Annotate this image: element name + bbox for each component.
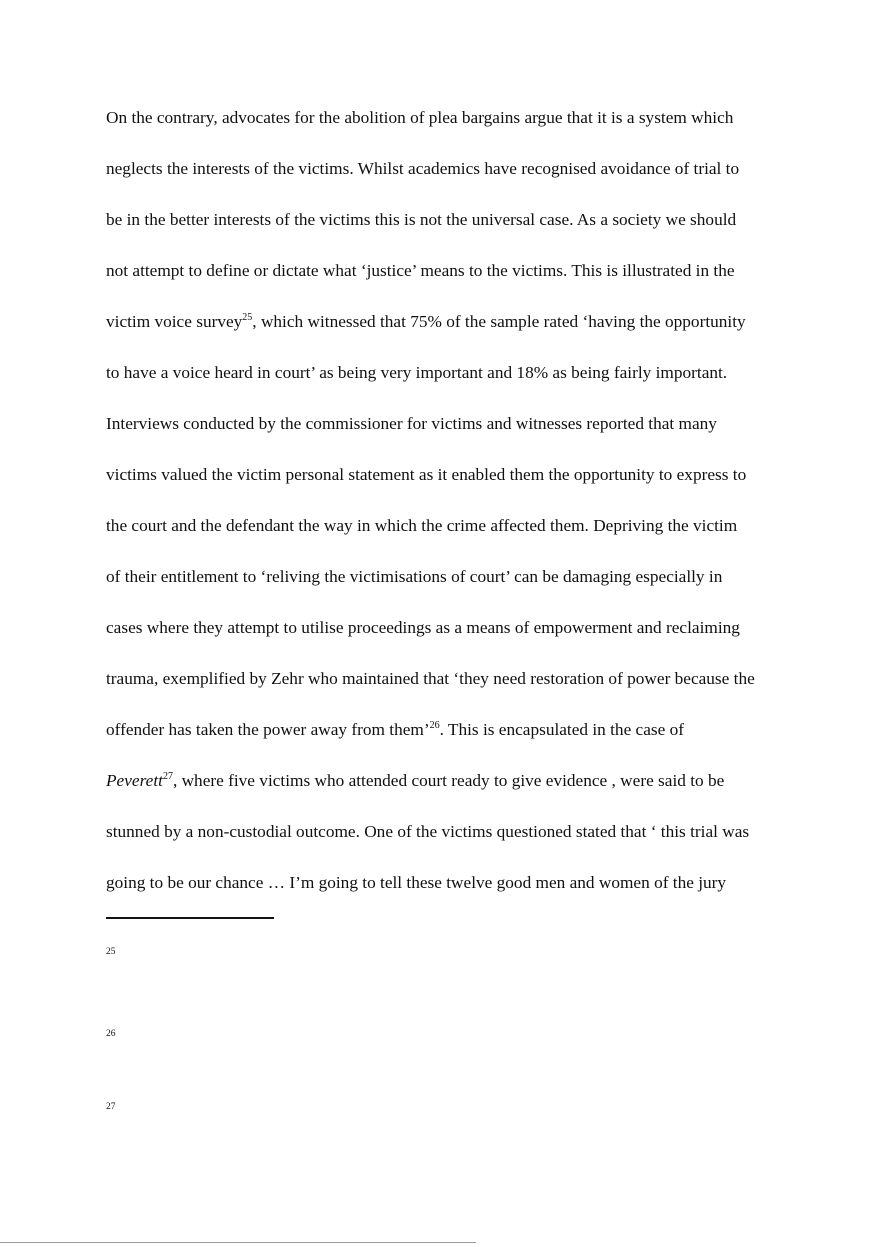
paragraph-line: to have a voice heard in court’ as being very important and 18% as being fairly important. [106, 363, 728, 382]
paragraph-line: of their entitlement to ‘reliving the victimisations of court’ can be damaging especially in [106, 567, 723, 586]
paragraph-line: Interviews conducted by the commissioner for victims and witnesses reported that many [106, 414, 717, 433]
footnote-number-27: 27 [106, 1102, 116, 1112]
paragraph-line: going to be our chance … I’m going to tell these twelve good men and women of the jury [106, 873, 727, 892]
paragraph-line: trauma, exemplified by Zehr who maintained that ‘they need restoration of power because the [106, 669, 755, 688]
footnote-reference-26: 26 [429, 720, 440, 731]
paragraph-line: victims valued the victim personal statement as it enabled them the opportunity to express to [106, 465, 747, 484]
page-bottom-divider [0, 1242, 476, 1243]
paragraph-line: be in the better interests of the victims this is not the universal case. As a society we should [106, 210, 737, 229]
footnote-reference-27: 27 [162, 771, 173, 782]
paragraph-line: Peverett$^{27}$, where five victims who attended court ready to give evidence , were said to be [106, 771, 725, 790]
paragraph-line: On the contrary, advocates for the abolition of plea bargains argue that it is a system which [106, 108, 734, 127]
paragraph-line: stunned by a non-custodial outcome. One of the victims questioned stated that ‘ this trial was [106, 822, 750, 841]
footnote-number-25: 25 [106, 947, 116, 957]
footnote-reference-25: 25 [242, 312, 253, 323]
paragraph-line: cases where they attempt to utilise proceedings as a means of empowerment and reclaiming [106, 618, 740, 637]
case-name: Peverett [106, 771, 163, 790]
footnote-number-26: 26 [106, 1029, 116, 1039]
paragraph-line: offender has taken the power away from them’$^{26}$. This is encapsulated in the case of [106, 720, 685, 739]
footnote-separator [106, 917, 274, 919]
paragraph-line: the court and the defendant the way in which the crime affected them. Depriving the victim [106, 516, 738, 535]
paragraph-line: neglects the interests of the victims. Whilst academics have recognised avoidance of trial to [106, 159, 740, 178]
paragraph-line: not attempt to define or dictate what ‘justice’ means to the victims. This is illustrated in the [106, 261, 735, 280]
paragraph-line: victim voice survey$^{25}$, which witnessed that 75% of the sample rated ‘having the opportunity [106, 312, 746, 331]
